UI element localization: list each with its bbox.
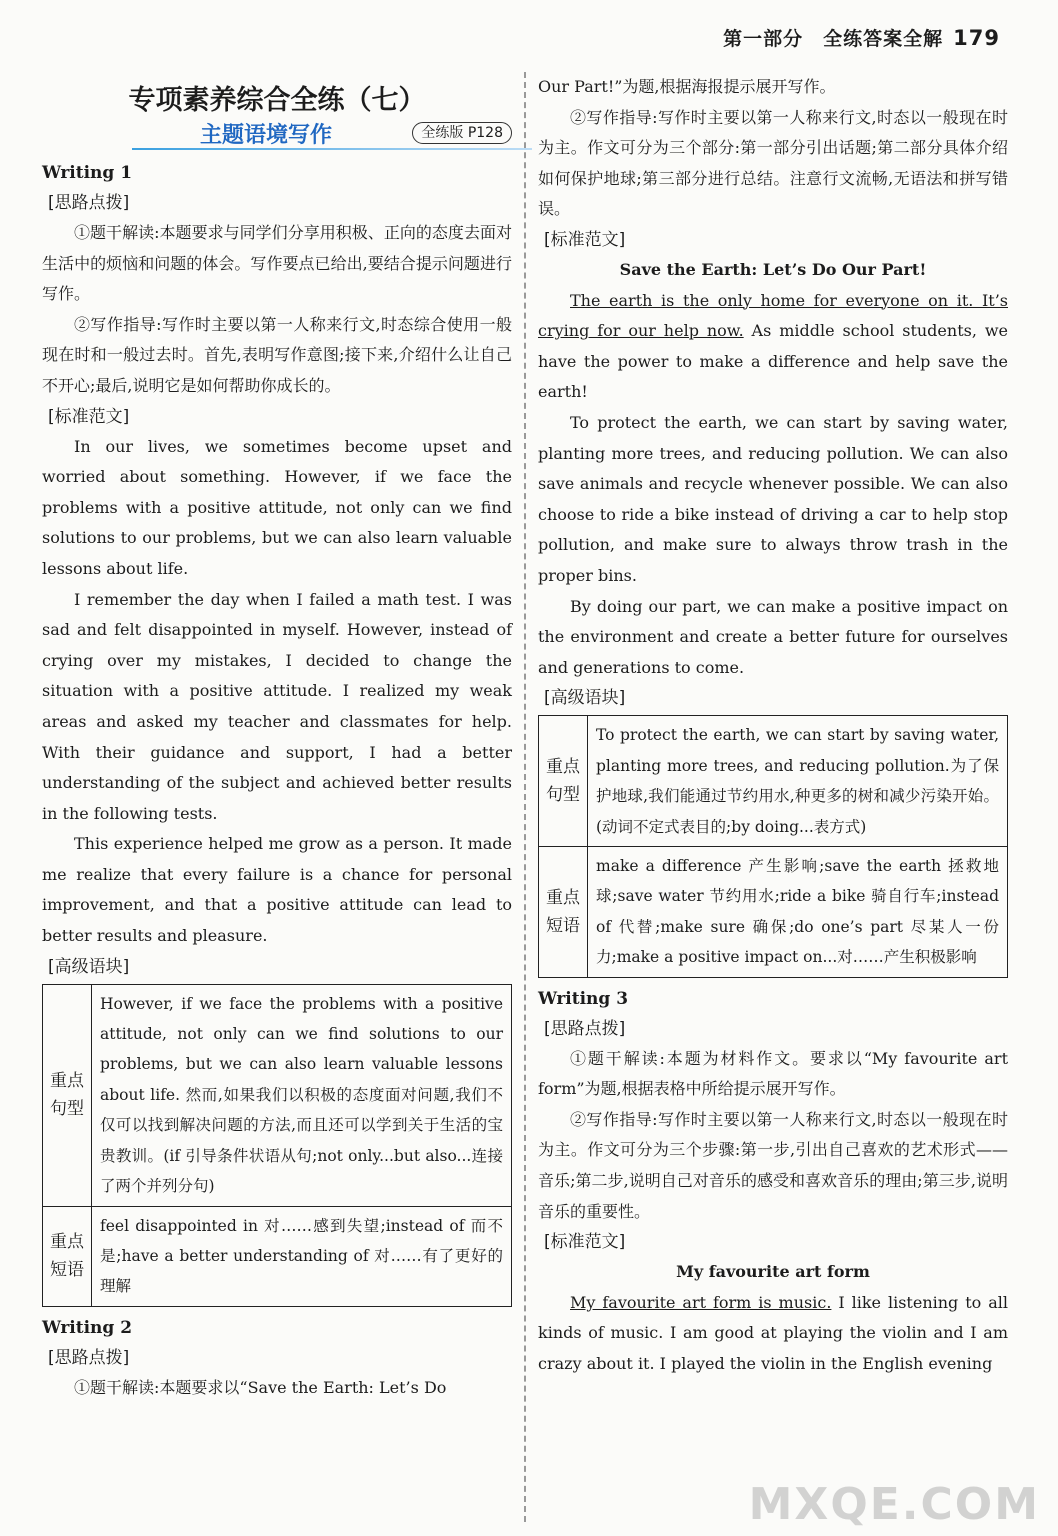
essay-paragraph: The earth is the only home for everyone on it. It’s crying for our help now. As middle school students, we have the power to make a difference and help save the earth! — [538, 290, 1008, 402]
paragraph: ②写作指导:写作时主要以第一人称来行文,时态以一般现在时为主。作文可分为三个部分:第一部分引出话题;第二部分具体介绍如何保护地球;第三部分进行总结。注意行文流畅,无语法和拼写错误。 — [538, 107, 1008, 219]
row-label: 重点 短语 — [539, 846, 588, 977]
row-content: To protect the earth, we can start by saving water, planting more trees, and reducing pollution.为了保护地球,我们能通过节约用水,种更多的树和减少污染开始。(动词不定式表目的;by doing...表方式) — [588, 716, 1008, 847]
essay-paragraph: By doing our part, we can make a positive impact on the environment and create a better future for ourselves and generations to come. — [538, 596, 1008, 677]
subtitle-row — [42, 114, 512, 158]
table-row — [43, 984, 512, 1206]
essay-title: Save the Earth: Let’s Do Our Part! — [619, 259, 927, 279]
row-label: 重点 句型 — [43, 984, 92, 1206]
bracket-label: [思路点拨] — [48, 1347, 130, 1368]
paragraph: Our Part!”为题,根据海报提示展开写作。 — [538, 77, 836, 96]
language-chunk-table — [538, 715, 1008, 977]
bracket-label: [高级语块] — [544, 688, 626, 709]
paragraph: ②写作指导:写作时主要以第一人称来行文,时态综合使用一般现在时和一般过去时。首先,表明写作意图;接下来,介绍什么让自己不开心;最后,说明它是如何帮助你成长的。 — [42, 314, 512, 395]
page-header — [723, 24, 1000, 51]
table-row — [43, 1206, 512, 1306]
row-label: 重点 句型 — [539, 716, 588, 847]
row-content: However, if we face the problems with a positive attitude, not only can we find solutions to our problems, but we can also learn valuable lessons about life. 然而,如果我们以积极的态度面对问题,我们不仅可以找到解决问题的方法,而且还可以学到关于生活的宝贵教训。(if 引导条件状语从句;not only...but also...连接了两个并列分句) — [92, 984, 512, 1206]
writing-3-heading: Writing 3 — [538, 988, 629, 1009]
row-content: feel disappointed in 对……感到失望;instead of 而不是;have a better understanding of 对……有了更好的理解 — [92, 1206, 512, 1306]
table-row — [539, 846, 1008, 977]
header-text: 第一部分 全练答案全解 — [723, 28, 944, 50]
left-column — [42, 70, 512, 1403]
right-column — [538, 72, 1008, 1379]
essay-paragraph: This experience helped me grow as a person. It made me realize that every failure is a chance for personal improvement, and that a positive attitude can lead to better results and pleasure. — [42, 834, 512, 946]
underlined-sentence: The earth is the only home for everyone on it. It’s crying for our help now. — [538, 290, 1008, 341]
row-content: make a difference 产生影响;save the earth 拯救地球;save water 节约用水;ride a bike 骑自行车;instead of 代替;make sure 确保;do one’s part 尽某人一份力;make a positive impact on...对……产生积极影响 — [588, 846, 1008, 977]
bracket-label: [标准范文] — [544, 1232, 626, 1253]
table-row — [539, 716, 1008, 847]
bracket-label: [思路点拨] — [544, 1018, 626, 1039]
essay-title: My favourite art form — [676, 1262, 870, 1282]
row-label: 重点 短语 — [43, 1206, 92, 1306]
section-title: 专项素养综合全练（七） — [128, 85, 426, 116]
essay-paragraph: To protect the earth, we can start by saving water, planting more trees, and reducing pollution. We can also save animals and recycle whenever possible. We can also choose to ride a bike instead of driving a car to help stop pollution, and make sure to always throw trash in the proper bins. — [538, 412, 1008, 585]
column-divider — [524, 72, 526, 1522]
page-number: 179 — [953, 26, 1000, 50]
watermark-logo: MXQE.COM — [748, 1479, 1040, 1530]
essay-paragraph: In our lives, we sometimes become upset and worried about something. However, if we face the problems with a positive attitude, not only can we find solutions to our problems, but we can also learn valuable lessons about life. — [42, 436, 512, 578]
language-chunk-table — [42, 984, 512, 1307]
page-reference-badge: 全练版 P128 — [412, 122, 512, 144]
essay-paragraph: My favourite art form is music. I like listening to all kinds of music. I am good at playing the violin and I am crazy about it. I played the violin in the English evening — [538, 1292, 1009, 1373]
essay-paragraph: I remember the day when I failed a math test. I was sad and felt disappointed in myself. However, instead of crying over my mistakes, I decided to change the situation with a positive attitude. I realized my weak areas and asked my teacher and classmates for help. With their guidance and support, I had a better understanding of the subject and achieved better results in the following tests. — [42, 589, 512, 823]
paragraph: ①题干解读:本题要求与同学们分享用积极、正向的态度去面对生活中的烦恼和问题的体会。写作要点已给出,要结合提示问题进行写作。 — [42, 223, 512, 304]
bracket-label: [标准范文] — [48, 406, 130, 427]
bracket-label: [高级语块] — [48, 956, 130, 977]
underlined-sentence: My favourite art form is music. — [570, 1292, 832, 1312]
writing-2-heading: Writing 2 — [42, 1317, 133, 1338]
writing-1-heading: Writing 1 — [42, 163, 133, 183]
bracket-label: [思路点拨] — [48, 193, 130, 213]
paragraph: ①题干解读:本题为材料作文。要求以“My favourite art form”为题,根据表格中所给提示展开写作。 — [538, 1048, 1008, 1099]
bracket-label: [标准范文] — [544, 229, 626, 250]
subtitle-underline — [132, 148, 532, 150]
paragraph: ②写作指导:写作时主要以第一人称来行文,时态以一般现在时为主。作文可分为三个步骤:第一步,引出自己喜欢的艺术形式——音乐;第二步,说明自己对音乐的感受和喜欢音乐的理由;第三步,说明音乐的重要性。 — [538, 1109, 1008, 1221]
paragraph: ①题干解读:本题要求以“Save the Earth: Let’s Do — [74, 1377, 447, 1397]
subtitle: 主题语境写作 — [200, 123, 333, 148]
